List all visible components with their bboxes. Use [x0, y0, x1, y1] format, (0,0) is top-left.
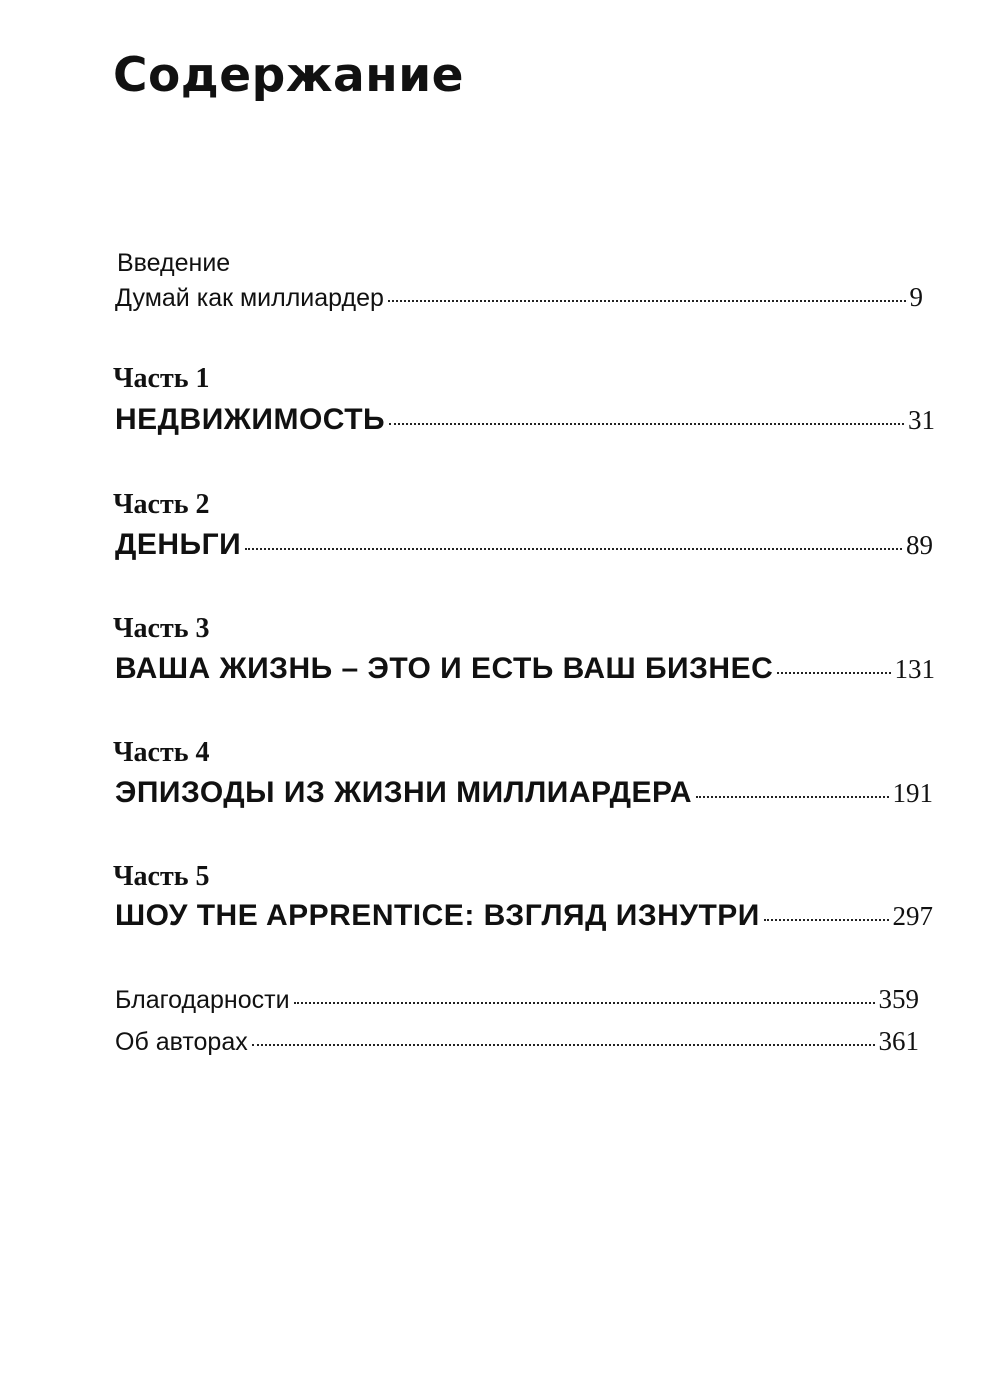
dot-leader	[388, 300, 906, 302]
toc-part-title: НЕДВИЖИМОСТЬ	[115, 403, 386, 436]
toc-page-number: 9	[909, 282, 923, 312]
toc-entry-part-2[interactable]	[115, 528, 933, 562]
toc-page-number: 131	[894, 654, 935, 684]
dot-leader	[764, 919, 889, 921]
toc-page-number: 31	[908, 405, 935, 435]
toc-part-title: ШОУ THE APPRENTICE: ВЗГЛЯД ИЗНУТРИ	[115, 899, 760, 932]
dot-leader	[252, 1044, 875, 1046]
toc-page-number: 361	[878, 1026, 919, 1056]
dot-leader	[294, 1002, 875, 1004]
toc-page-number: 191	[892, 778, 933, 808]
toc-entry-label: Благодарности	[115, 986, 290, 1014]
part-label-1: Часть 1	[113, 363, 210, 394]
toc-entry-about-authors[interactable]	[115, 1026, 919, 1057]
toc-part-title: ВАША ЖИЗНЬ – ЭТО И ЕСТЬ ВАШ БИЗНЕС	[115, 652, 774, 685]
dot-leader	[696, 796, 888, 798]
dot-leader	[389, 423, 904, 425]
part-label-5: Часть 5	[113, 861, 210, 892]
toc-part-title: ДЕНЬГИ	[115, 528, 242, 561]
toc-entry-part-5[interactable]	[115, 899, 933, 933]
part-label-3: Часть 3	[113, 613, 210, 644]
toc-entry-intro[interactable]	[115, 282, 923, 313]
toc-page-number: 89	[906, 530, 933, 560]
dot-leader	[245, 548, 902, 550]
toc-entry-part-1[interactable]	[115, 403, 935, 437]
toc-part-title: ЭПИЗОДЫ ИЗ ЖИЗНИ МИЛЛИАРДЕРА	[115, 776, 693, 809]
part-label-2: Часть 2	[113, 489, 210, 520]
toc-entry-label: Думай как миллиардер	[115, 284, 384, 312]
toc-entry-acknowledgements[interactable]	[115, 984, 919, 1015]
toc-entry-part-4[interactable]	[115, 776, 933, 810]
intro-heading: Введение	[117, 249, 231, 277]
page-title: Содержание	[113, 48, 465, 103]
toc-page-number: 297	[892, 901, 933, 931]
toc-entry-part-3[interactable]	[115, 652, 935, 686]
dot-leader	[777, 672, 890, 674]
part-label-4: Часть 4	[113, 737, 210, 768]
toc-page-number: 359	[878, 984, 919, 1014]
toc-entry-label: Об авторах	[115, 1028, 248, 1056]
